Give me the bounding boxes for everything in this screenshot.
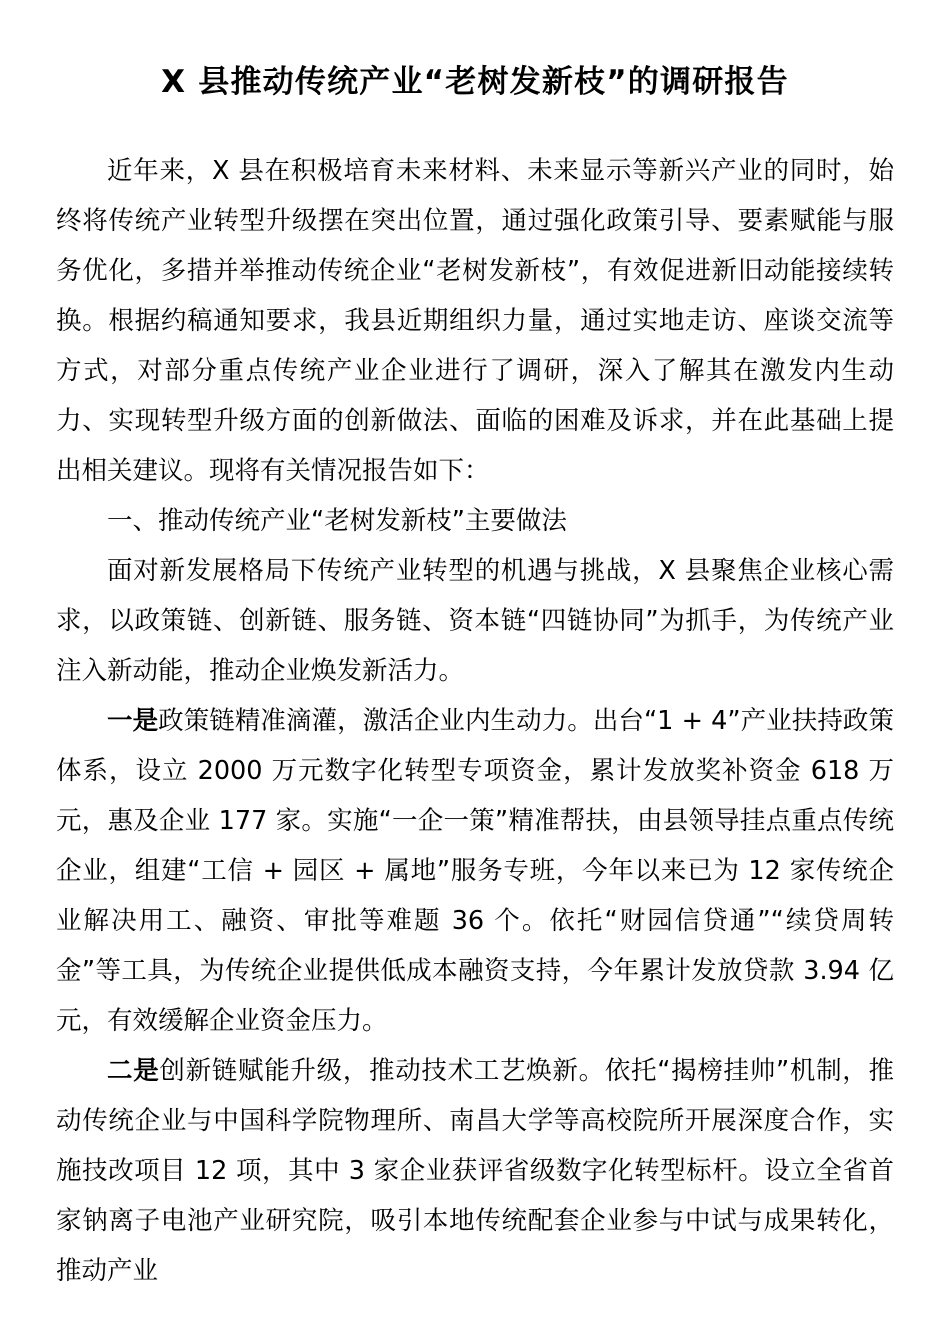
point-one-body: 政策链精准滴灌，激活企业内生动力。出台“1 + 4”产业扶持政策体系，设立 2000 万元数字化转型专项资金，累计发放奖补资金 618 万元，惠及企业 177 家。实施“一企一策”精准帮扶，由县领导挂点重点传统企业，组建“工信 + 园区 + 属地”服务专班，今年以来已为 12 家传统企业解决用工、融资、审批等难题 36 个。依托“财园信贷通”“续贷周转金”等工具，为传统企业提供低成本融资支持，今年累计发放贷款 3.94 亿元，有效缓解企业资金压力。 (56, 706, 894, 1036)
document-content (56, 0, 894, 1296)
paragraph-overview: 面对新发展格局下传统产业转型的机遇与挑战，X 县聚焦企业核心需求，以政策链、创新链、服务链、资本链“四链协同”为抓手，为传统产业注入新动能，推动企业焕发新活力。 (56, 556, 894, 686)
paragraph-point-two (56, 1046, 894, 1296)
paragraph-intro: 近年来，X 县在积极培育未来材料、未来显示等新兴产业的同时，始终将传统产业转型升级摆在突出位置，通过强化政策引导、要素赋能与服务优化，多措并举推动传统企业“老树发新枝”，有效促进新旧动能接续转换。根据约稿通知要求，我县近期组织力量，通过实地走访、座谈交流等方式，对部分重点传统产业企业进行了调研，深入了解其在激发内生动力、实现转型升级方面的创新做法、面临的困难及诉求，并在此基础上提出相关建议。现将有关情况报告如下： (56, 156, 894, 486)
page-title: X 县推动传统产业“老树发新枝”的调研报告 (161, 64, 789, 100)
section-heading-one: 一、推动传统产业“老树发新枝”主要做法 (107, 506, 567, 536)
paragraph-point-one (56, 696, 894, 1046)
point-one-lead: 一是 (107, 706, 159, 736)
point-two-body: 创新链赋能升级，推动技术工艺焕新。依托“揭榜挂帅”机制，推动传统企业与中国科学院物理所、南昌大学等高校院所开展深度合作，实施技改项目 12 项，其中 3 家企业获评省级数字化转型标杆。设立全省首家钠离子电池产业研究院，吸引本地传统配套企业参与中试与成果转化，推动产业 (56, 1056, 894, 1286)
point-two-lead: 二是 (107, 1056, 160, 1086)
title-spacer (56, 102, 894, 146)
